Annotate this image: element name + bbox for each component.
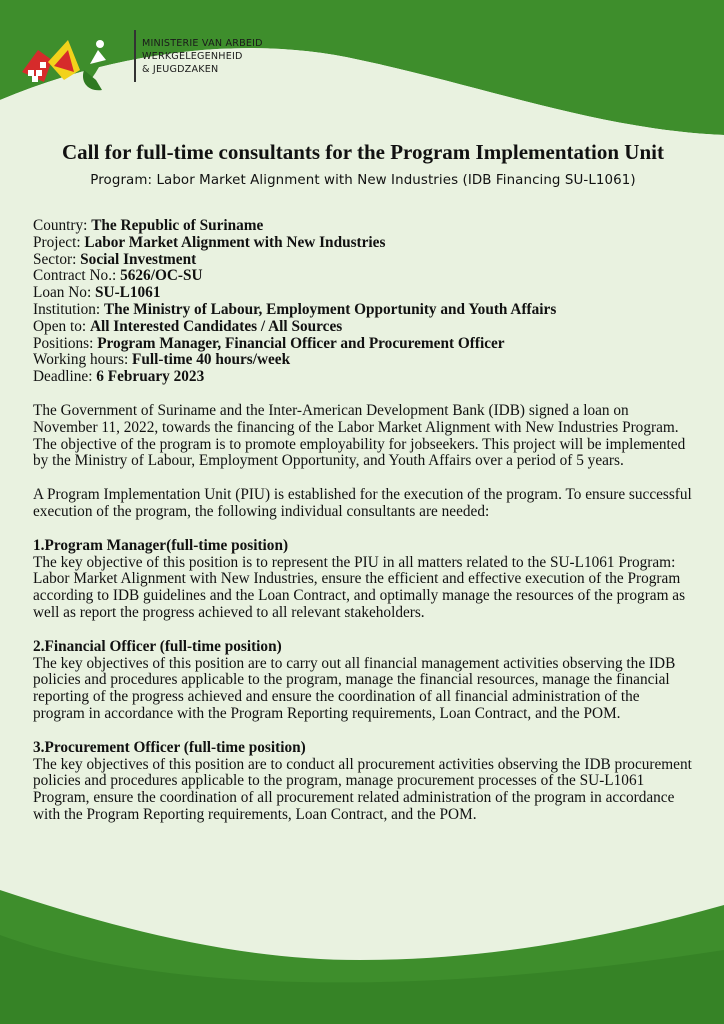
fact-label: Project: — [33, 233, 81, 251]
fact-label: Country: — [33, 217, 88, 234]
fact-open-to — [33, 319, 693, 336]
fact-label: Sector: — [33, 250, 77, 268]
fact-label: Positions: — [33, 334, 94, 352]
fact-label: Contract No.: — [33, 267, 117, 285]
fact-value: Social Investment — [80, 250, 197, 268]
fact-contract-no — [33, 268, 693, 285]
page-subtitle: Program: Labor Market Alignment with New Industries (IDB Financing SU-L1061) — [90, 173, 636, 188]
fact-project — [33, 235, 693, 252]
fact-sector — [33, 252, 693, 269]
fact-institution — [33, 302, 693, 319]
document-body — [33, 140, 693, 824]
position-description: The key objective of this position is to represent the PIU in all matters related to the SU-L1061 Program: Labor Market Alignment with New Industries, ensure the efficient and effective execution of the Program according to IDB guidelines and the Loan Contract, and optimally manage the resources of the program as well as report the progress achieved to all relevant stakeholders. — [33, 553, 686, 621]
fact-label: Loan No: — [33, 284, 92, 302]
fact-value: 5626/OC-SU — [120, 267, 203, 285]
ministry-line-2: WERKGELEGENHEID — [142, 51, 243, 62]
position-heading: 3.Procurement Officer (full-time position) — [33, 738, 306, 756]
position-heading: 2.Financial Officer (full-time position) — [33, 637, 282, 655]
fact-label: Institution: — [33, 300, 101, 318]
fact-label: Working hours: — [33, 351, 129, 369]
fact-value: SU-L1061 — [95, 284, 161, 302]
position-financial-officer — [33, 639, 693, 723]
fact-label: Deadline: — [33, 368, 93, 386]
fact-value: Full-time 40 hours/week — [132, 351, 291, 369]
fact-positions — [33, 336, 693, 353]
fact-value: The Ministry of Labour, Employment Opportunity and Youth Affairs — [103, 300, 557, 318]
fact-value: The Republic of Suriname — [91, 217, 264, 234]
piu-paragraph: A Program Implementation Unit (PIU) is established for the execution of the program. To ensure successful execution of the program, the following individual consultants are needed: — [33, 486, 692, 520]
fact-country — [33, 218, 693, 235]
fact-deadline — [33, 369, 693, 386]
position-heading: 1.Program Manager(full-time position) — [33, 536, 289, 554]
facts-list — [33, 218, 693, 386]
fact-label: Open to: — [33, 317, 87, 335]
fact-working-hours — [33, 352, 693, 369]
page-title: Call for full-time consultants for the Program Implementation Unit — [62, 140, 664, 164]
position-procurement-officer — [33, 740, 693, 824]
fact-loan-no — [33, 285, 693, 302]
fact-value: Labor Market Alignment with New Industries — [84, 233, 386, 251]
ministry-line-1: MINISTERIE VAN ARBEID — [142, 38, 263, 49]
ministry-name — [142, 37, 263, 76]
position-description: The key objectives of this position are to conduct all procurement activities observing the IDB procurement policies and procedures applicable to the program, manage procurement processes of the SU-L1061 Program, ensure the coordination of all procurement related administration of the program in accordance with the Program Reporting requirements, Loan Contract, and the POM. — [33, 755, 692, 823]
intro-paragraph: The Government of Suriname and the Inter-American Development Bank (IDB) signed a loan on November 11, 2022, towards the financing of the Labor Market Alignment with New Industries Program. The objective of the program is to promote employability for jobseekers. This project will be implemented by the Ministry of Labour, Employment Opportunity, and Youth Affairs over a period of 5 years. — [33, 401, 686, 470]
position-description: The key objectives of this position are to carry out all financial management activities observing the IDB policies and procedures applicable to the program, manage the financial resources, manage the financial reporting of the progress achieved and ensure the coordination of all financial administration of the program in accordance with the Program Reporting requirements, Loan Contract, and the POM. — [33, 654, 676, 722]
logo-divider — [134, 30, 136, 82]
ministry-logo-icon — [18, 20, 143, 100]
position-program-manager — [33, 538, 693, 622]
fact-value: All Interested Candidates / All Sources — [89, 317, 343, 335]
fact-value: Program Manager, Financial Officer and Procurement Officer — [97, 334, 505, 352]
ministry-line-3: & JEUGDZAKEN — [142, 64, 219, 75]
fact-value: 6 February 2023 — [96, 368, 205, 386]
